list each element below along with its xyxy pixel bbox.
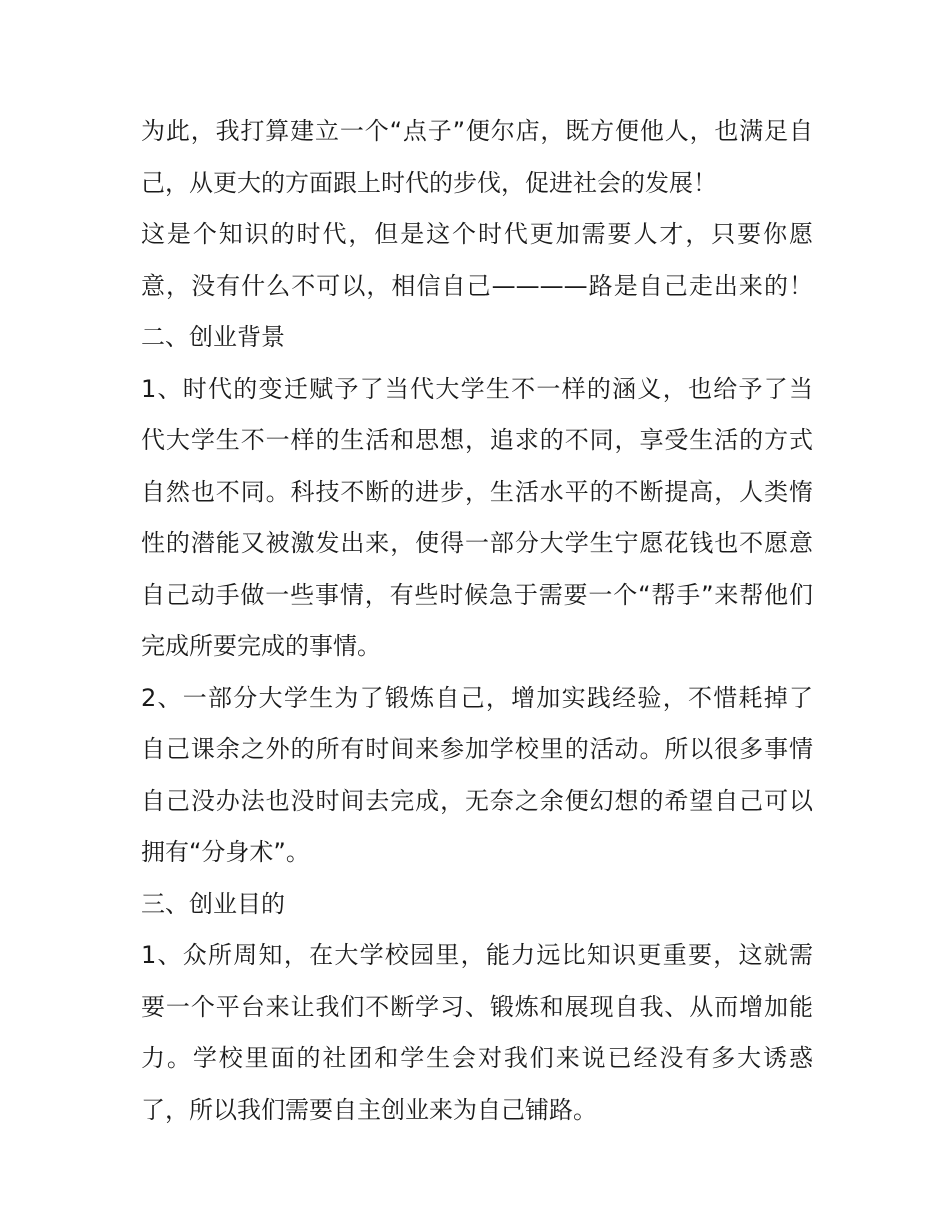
text-line: 为此，我打算建立一个“点子”便尔店，既方便他人，也满足自 xyxy=(141,117,813,145)
text-line: 自己课余之外的所有时间来参加学校里的活动。所以很多事情 xyxy=(141,735,813,763)
text-line: 三、创业目的 xyxy=(141,889,285,918)
text-line: 自己动手做一些事情，有些时候急于需要一个“帮手”来帮他们 xyxy=(141,580,813,609)
document-body xyxy=(141,106,813,1136)
text-line: 这是个知识的时代，但是这个时代更加需要人才，只要你愿 xyxy=(141,220,813,248)
text-line: 1、众所周知，在大学校园里，能力远比知识更重要，这就需 xyxy=(141,941,813,969)
text-line: 完成所要完成的事情。 xyxy=(141,632,381,660)
text-line: 二、创业背景 xyxy=(141,323,285,351)
text-line: 要一个平台来让我们不断学习、锻炼和展现自我、从而增加能 xyxy=(141,992,813,1021)
text-line: 1、时代的变迁赋予了当代大学生不一样的涵义，也给予了当 xyxy=(141,374,813,403)
text-line: 代大学生不一样的生活和思想，追求的不同，享受生活的方式 xyxy=(141,426,813,454)
text-line: 自然也不同。科技不断的进步，生活水平的不断提高，人类惰 xyxy=(141,477,813,506)
text-line: 己，从更大的方面跟上时代的步伐，促进社会的发展！ xyxy=(141,168,717,197)
text-line: 性的潜能又被激发出来，使得一部分大学生宁愿花钱也不愿意 xyxy=(141,529,813,557)
text-line: 了，所以我们需要自主创业来为自己铺路。 xyxy=(141,1095,597,1124)
text-line: 拥有“分身术”。 xyxy=(141,838,310,866)
text-line: 力。学校里面的社团和学生会对我们来说已经没有多大诱惑 xyxy=(141,1044,813,1072)
text-line: 2、一部分大学生为了锻炼自己，增加实践经验，不惜耗掉了 xyxy=(141,683,813,712)
text-line: 意，没有什么不可以，相信自己————路是自己走出来的！ xyxy=(141,271,813,300)
text-line: 自己没办法也没时间去完成，无奈之余便幻想的希望自己可以 xyxy=(141,786,813,815)
